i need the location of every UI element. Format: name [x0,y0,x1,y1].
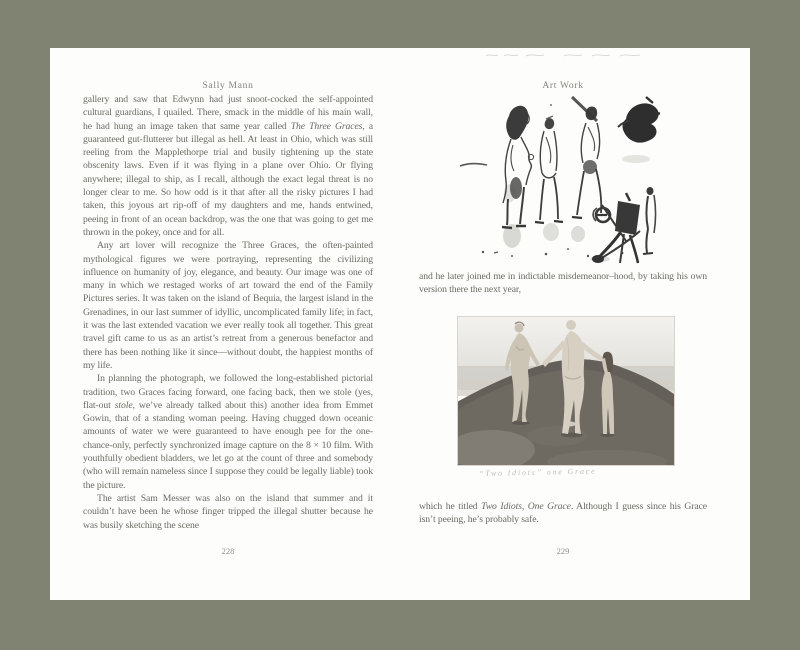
paragraph: and he later joined me in indictable misdemeanor–hood, by taking his own version there the next year, [419,271,707,296]
right-page [400,48,750,600]
left-page [50,48,400,600]
sketch-image [450,93,660,265]
photograph-two-idiots-one-grace [457,316,675,478]
photo-image [457,316,675,466]
paragraph: Any art lover will recognize the Three Graces, the often-painted mythological figures we were portraying, representing the civilizing influence on humanity of joy, elegance, and beauty. Our image was one of many in which we restaged works of art toward the end of the Family Pictures series. It was taken on the island of Bequia, the largest island in the Grenadines, in our last summer of idyllic, uncomplicated family life; in fact, it was the last extended vacation we ever really took all together. This great travel gift came to us as an artist’s retreat from a generous benefactor and there has been nothing like it since—without doubt, the happiest months of my life. [83,240,373,371]
book-spread [50,48,750,600]
ink-sketch-three-graces-with-camera [450,93,660,265]
running-head-chapter: Art Work [542,81,584,91]
page-number-left: 228 [221,546,235,556]
paragraph: which he titled Two Idiots, One Grace. Although I guess since his Grace isn’t peeing, he’s probably safe. [419,501,707,526]
handwritten-photo-title: “Two Idiots” one Grace [478,466,597,478]
text-after-photo [419,500,707,527]
paragraph: gallery and saw that Edwynn had just snoot-cocked the self-appointed cultural guardians, I quailed. There, smack in the middle of his main wall, he had hung an image taken that same year called The Three Graces, a guaranteed gut-flutterer but illegal as hell. At least in Ohio, which was still reeling from the Mapplethorpe trial and busily tightening up the state obscenity laws. Even if it was flying in a plane over Ohio. Or flying anywhere; illegal to ship, as I recall, although the exact legal threat is no longer clear to me. So how odd is it that after all the risky pictures I had taken, this joyous art rip-off of my daughters and me, hands entwined, peeing in front of an ocean backdrop, was the one that was going to get me thrown in the pokey, once and for all. [83,94,373,238]
faint-pencil-inscription [480,49,655,61]
paragraph: The artist Sam Messer was also on the island that summer and it couldn’t have been he whose finger tripped the illegal shutter because he was busily sketching the scene [83,492,373,531]
paragraph: In planning the photograph, we followed the long-established pictorial tradition, two Graces facing forward, one facing back, then we stole (yes, flat-out stole, we’ve already talked about this) another idea from Emmet Gowin, that of a standing woman peeing. Having chugged down oceanic amounts of water we were guaranteed to have enough pee for the one-chance-only, perfectly synchronized image capture on the 8 × 10 film. With youthfully obedient bladders, we let go at the count of three and somebody (who will remain nameless since I suppose they could be legally liable) took the picture. [83,373,374,491]
left-page-text [83,93,373,532]
running-head-author: Sally Mann [202,81,254,91]
text-after-sketch [419,270,707,297]
page-number-right: 229 [556,546,570,556]
